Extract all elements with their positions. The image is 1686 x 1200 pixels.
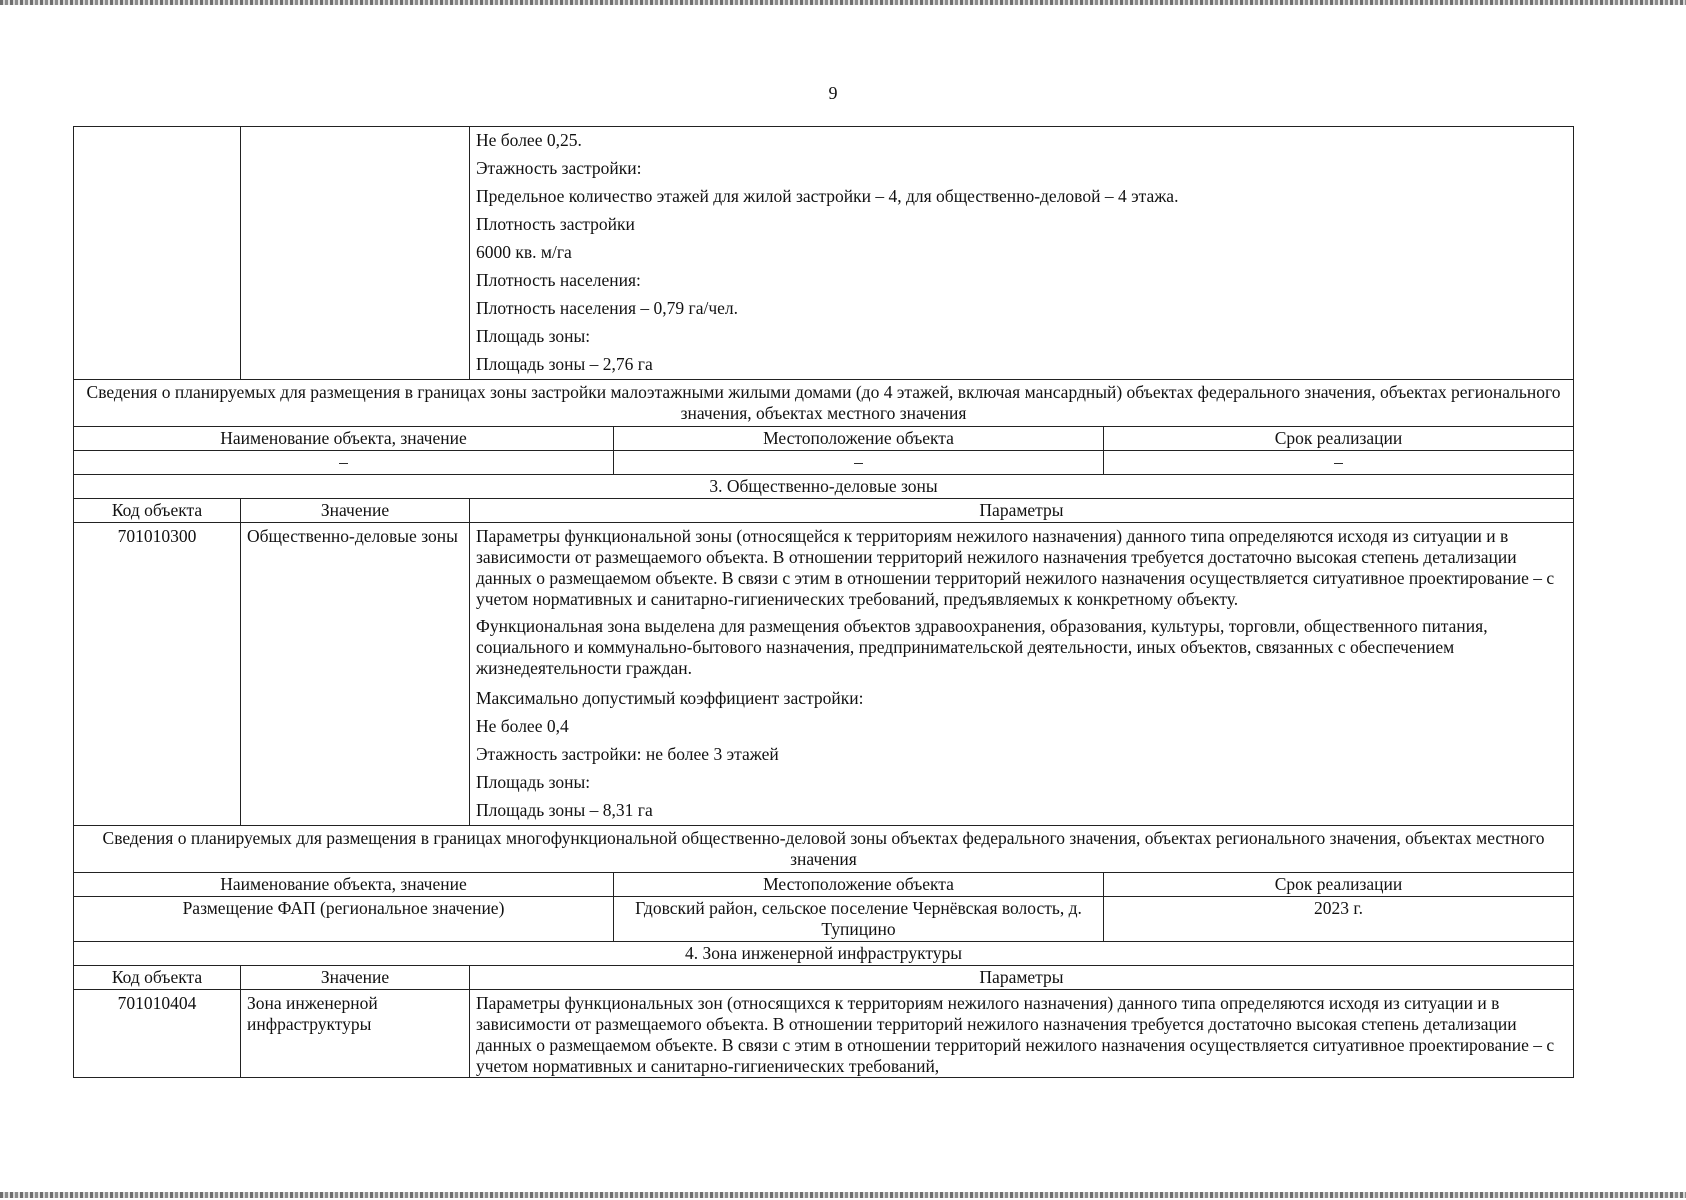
- cell-implementation-term: –: [1104, 451, 1574, 475]
- param-paragraph: Функциональная зона выделена для размещения объектов здравоохранения, образования, культуры, торговли, общественного питания, социального и коммунально-бытового назначения, предпринимательской деятельности, иных объектов, связанных с обеспечением жизнедеятельности граждан.: [476, 616, 1488, 678]
- header-parameters: Параметры: [470, 499, 1574, 523]
- header-object-location: Местоположение объекта: [614, 873, 1104, 897]
- param-line: Не более 0,4: [476, 716, 569, 736]
- param-line: Максимально допустимый коэффициент застройки:: [476, 688, 864, 708]
- param-paragraph: Параметры функциональной зоны (относящейся к территориям нежилого назначения) данного типа определяются исходя из ситуации и в зависимости от размещаемого объекта. В отношении территорий нежилого назначения требуется достаточно высокая степень детализации данных о размещаемом объекте. В связи с этим в отношении территорий нежилого назначения осуществляется ситуативное проектирование – с учетом нормативных и санитарно-гигиенических требований, предъявляемых к конкретному объекту.: [476, 526, 1555, 609]
- header-code: Код объекта: [74, 499, 241, 523]
- section-4-title-row: [74, 942, 1574, 966]
- param-line: Плотность населения – 0,79 га/чел.: [476, 298, 739, 318]
- section-3-title-row: [74, 475, 1574, 499]
- param-line: Этажность застройки:: [476, 158, 642, 178]
- continuation-value-cell: [241, 127, 470, 380]
- param-line: Не более 0,25.: [476, 130, 582, 150]
- header-value: Значение: [241, 966, 470, 990]
- section-3-title: 3. Общественно-деловые зоны: [74, 475, 1574, 499]
- page-number: 9: [828, 83, 838, 103]
- planned-business-caption: Сведения о планируемых для размещения в границах многофункциональной общественно-деловой зоны объектах федерального значения, объектах регионального значения, объектах местного значения: [74, 826, 1574, 873]
- cell-implementation-term: 2023 г.: [1104, 897, 1574, 942]
- header-object-name: Наименование объекта, значение: [74, 427, 614, 451]
- section-4-data-row: [74, 990, 1574, 1078]
- scan-edge-bottom: [0, 1192, 1686, 1198]
- param-line: Плотность застройки: [476, 214, 635, 234]
- header-value: Значение: [241, 499, 470, 523]
- header-object-location: Местоположение объекта: [614, 427, 1104, 451]
- param-line: Площадь зоны – 2,76 га: [476, 354, 653, 374]
- zone-parameters-cell: [470, 523, 1574, 826]
- param-paragraph: Параметры функциональных зон (относящихся к территориям нежилого назначения) данного типа определяются исходя из ситуации и в зависимости от размещаемого объекта. В отношении территорий нежилого назначения требуется достаточно высокая степень детализации данных о размещаемом объекте. В связи с этим в отношении территорий нежилого назначения осуществляется ситуативное проектирование – с учетом нормативных и санитарно-гигиенических требований,: [476, 993, 1555, 1076]
- planned-lowrise-header-row: [74, 427, 1574, 451]
- planned-business-header-row: [74, 873, 1574, 897]
- param-line: Площадь зоны:: [476, 326, 591, 346]
- zone-code: 701010404: [74, 990, 241, 1078]
- planned-lowrise-caption-row: [74, 380, 1574, 427]
- header-parameters: Параметры: [470, 966, 1574, 990]
- zoning-table: [73, 126, 1574, 1078]
- cell-object-name: –: [74, 451, 614, 475]
- cell-object-location: –: [614, 451, 1104, 475]
- planned-lowrise-data-row: [74, 451, 1574, 475]
- zone-parameters-cell: [470, 990, 1574, 1078]
- continuation-row: [74, 127, 1574, 380]
- continuation-code-cell: [74, 127, 241, 380]
- param-line: Предельное количество этажей для жилой застройки – 4, для общественно-деловой – 4 этажа.: [476, 186, 1179, 206]
- zone-value: Общественно-деловые зоны: [241, 523, 470, 826]
- header-code: Код объекта: [74, 966, 241, 990]
- param-line: Этажность застройки: не более 3 этажей: [476, 744, 779, 764]
- cell-object-name: Размещение ФАП (региональное значение): [74, 897, 614, 942]
- cell-object-location: Гдовский район, сельское поселение Чернёвская волость, д. Тупицино: [614, 897, 1104, 942]
- header-object-name: Наименование объекта, значение: [74, 873, 614, 897]
- zone-code: 701010300: [74, 523, 241, 826]
- param-line: Площадь зоны:: [476, 772, 591, 792]
- zone-value: Зона инженерной инфраструктуры: [241, 990, 470, 1078]
- section-4-title: 4. Зона инженерной инфраструктуры: [74, 942, 1574, 966]
- continuation-params-cell: [470, 127, 1574, 380]
- param-line: Плотность населения:: [476, 270, 641, 290]
- param-line: Площадь зоны – 8,31 га: [476, 800, 653, 820]
- section-3-header-row: [74, 499, 1574, 523]
- header-implementation-term: Срок реализации: [1104, 427, 1574, 451]
- scan-edge-top: [0, 0, 1686, 5]
- param-line: 6000 кв. м/га: [476, 242, 572, 262]
- planned-lowrise-caption: Сведения о планируемых для размещения в границах зоны застройки малоэтажными жилыми домами (до 4 этажей, включая мансардный) объектах федерального значения, объектах регионального значения, объектах местного значения: [74, 380, 1574, 427]
- planned-business-caption-row: [74, 826, 1574, 873]
- header-implementation-term: Срок реализации: [1104, 873, 1574, 897]
- section-3-data-row: [74, 523, 1574, 826]
- section-4-header-row: [74, 966, 1574, 990]
- planned-business-data-row: [74, 897, 1574, 942]
